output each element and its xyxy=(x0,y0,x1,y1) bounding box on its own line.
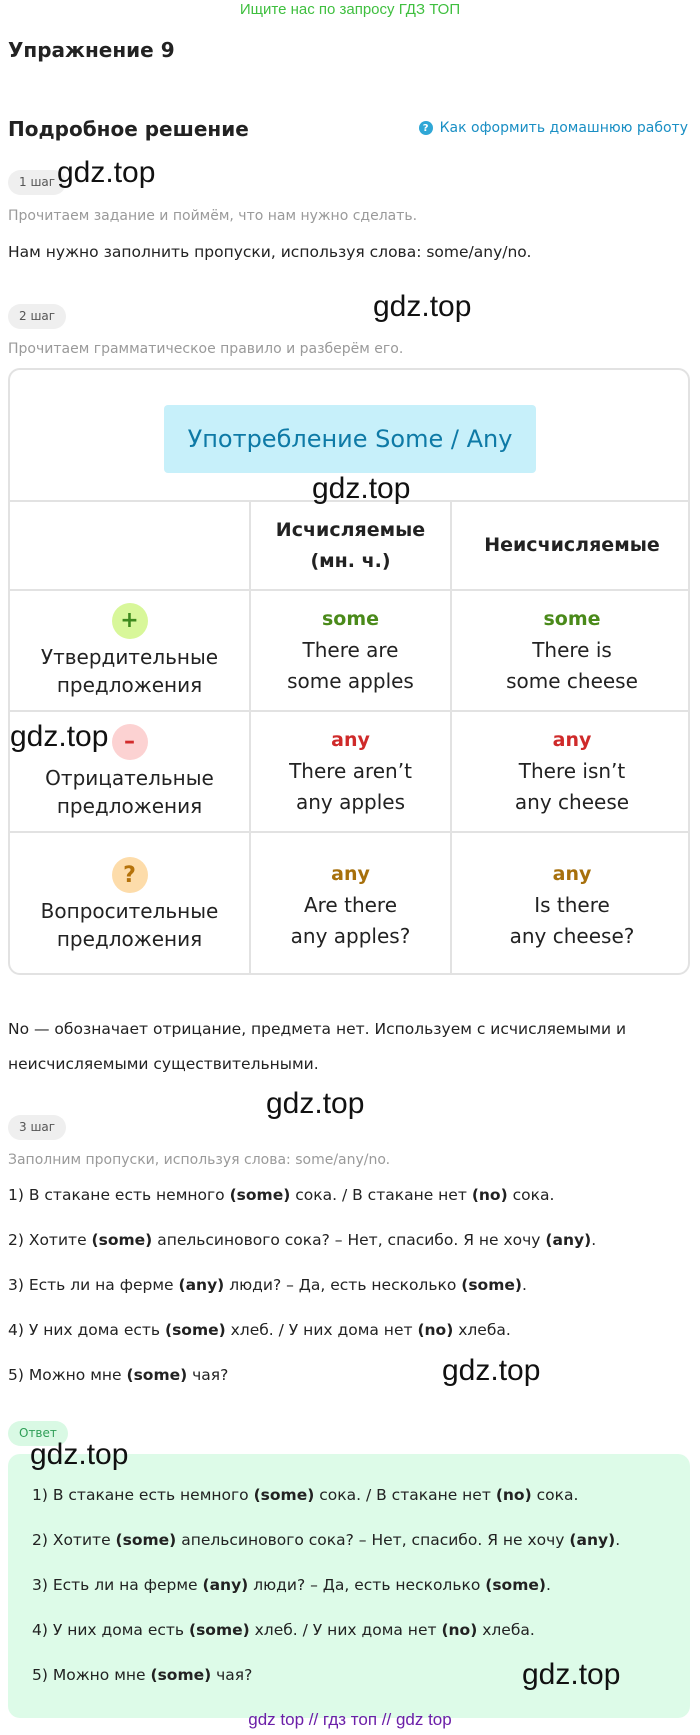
question-mark-icon: ? xyxy=(112,857,148,893)
keyword: some xyxy=(543,608,601,630)
text-segment: 2) Хотите xyxy=(32,1531,116,1549)
text-segment: 4) У них дома есть xyxy=(32,1621,189,1639)
grammar-rule-table xyxy=(8,368,690,975)
watermark: gdz.top xyxy=(266,1087,365,1120)
filled-word: (no) xyxy=(417,1321,454,1339)
step1-hint: Прочитаем задание и поймём, что нам нужно сделать. xyxy=(8,208,418,224)
text-segment: хлеба. xyxy=(477,1621,535,1639)
text-segment: 5) Можно мне xyxy=(8,1366,127,1384)
answer-line xyxy=(32,1666,252,1684)
step-badge-1: 1 шаг xyxy=(8,170,66,195)
step1-text: Нам нужно заполнить пропуски, используя слова: some/any/no. xyxy=(8,243,532,261)
text-segment: чая? xyxy=(211,1666,253,1684)
text-segment: 5) Можно мне xyxy=(32,1666,151,1684)
text-segment: сока. xyxy=(531,1486,579,1504)
text-segment: 1) В стакане есть немного xyxy=(32,1486,254,1504)
plus-icon: + xyxy=(112,603,148,639)
howto-link-label: Как оформить домашнюю работу xyxy=(439,120,688,136)
filled-word: (some) xyxy=(461,1276,522,1294)
text-segment: хлеба. xyxy=(453,1321,511,1339)
text-segment: апельсинового сока? – Нет, спасибо. Я не хочу xyxy=(176,1531,570,1549)
step3-hint: Заполним пропуски, используя слова: some/any/no. xyxy=(8,1152,391,1168)
row-label-line: Утвердительные xyxy=(40,644,219,669)
example-line: Is there xyxy=(534,892,610,917)
row-label-line: Отрицательные xyxy=(45,765,214,790)
row-label-affirmative xyxy=(10,591,249,710)
filled-word: (some) xyxy=(188,1621,250,1639)
page-title: Упражнение 9 xyxy=(8,38,175,62)
row-label-line: предложения xyxy=(56,793,203,818)
text-segment: . xyxy=(521,1276,527,1294)
filled-word: (some) xyxy=(115,1531,177,1549)
filled-word: (some) xyxy=(229,1186,291,1204)
watermark: gdz.top xyxy=(442,1354,541,1387)
example-line: any cheese xyxy=(514,790,630,814)
filled-word: (some) xyxy=(253,1486,315,1504)
example-line: There is xyxy=(532,638,612,662)
cell-interrogative-countable xyxy=(251,833,450,975)
row-label-line: Вопросительные xyxy=(40,899,219,923)
example-line: any apples? xyxy=(290,923,411,948)
step3-line xyxy=(8,1186,554,1204)
filled-word: (some) xyxy=(150,1666,212,1684)
cell-negative-uncountable xyxy=(452,712,690,831)
filled-word: (any) xyxy=(202,1576,249,1594)
text-segment: 3) Есть ли на ферме xyxy=(32,1576,203,1594)
text-segment: люди? – Да, есть несколько xyxy=(224,1276,462,1294)
answer-badge: Ответ xyxy=(8,1421,68,1446)
text-segment: 1) В стакане есть немного xyxy=(8,1186,230,1204)
answer-line xyxy=(32,1621,535,1639)
text-segment: сока. xyxy=(507,1186,555,1204)
step3-line xyxy=(8,1321,511,1339)
text-segment: апельсинового сока? – Нет, спасибо. Я не хочу xyxy=(152,1231,546,1249)
text-segment: 3) Есть ли на ферме xyxy=(8,1276,179,1294)
row-label-line: предложения xyxy=(56,672,203,697)
text-segment: чая? xyxy=(187,1366,229,1384)
example-line: any apples xyxy=(295,790,406,814)
filled-word: (any) xyxy=(545,1231,592,1249)
watermark: gdz.top xyxy=(57,156,156,189)
filled-word: (some) xyxy=(126,1366,188,1384)
example-line: any cheese? xyxy=(509,923,635,948)
solution-heading: Подробное решение xyxy=(8,117,249,141)
keyword: any xyxy=(552,729,592,751)
step3-line xyxy=(8,1231,596,1249)
answer-line xyxy=(32,1531,620,1549)
watermark: gdz.top xyxy=(312,472,411,505)
promo-banner[interactable]: Ищите нас по запросу ГДЗ ТОП xyxy=(239,1,461,18)
text-segment: . xyxy=(545,1576,551,1594)
filled-word: (any) xyxy=(178,1276,225,1294)
row-label-line: предложения xyxy=(56,927,203,951)
text-segment: сока. / В стакане нет xyxy=(314,1486,496,1504)
question-icon: ? xyxy=(419,121,433,135)
step-badge-3: 3 шаг xyxy=(8,1115,66,1140)
filled-word: (any) xyxy=(569,1531,616,1549)
filled-word: (some) xyxy=(485,1576,546,1594)
watermark: gdz.top xyxy=(373,290,472,323)
note-line: No — обозначает отрицание, предмета нет. Используем с исчисляемыми и xyxy=(8,1020,627,1038)
text-segment: люди? – Да, есть несколько xyxy=(248,1576,486,1594)
example-line: There isn’t xyxy=(518,759,626,783)
step-badge-2: 2 шаг xyxy=(8,304,66,329)
text-segment: хлеб. / У них дома нет xyxy=(225,1321,418,1339)
example-line: some cheese xyxy=(506,669,638,693)
example-line: There are xyxy=(302,638,399,662)
text-segment: сока. / В стакане нет xyxy=(290,1186,472,1204)
note-line: неисчисляемыми существительными. xyxy=(8,1055,319,1073)
watermark: gdz.top xyxy=(10,720,109,753)
answer-line xyxy=(32,1576,551,1594)
text-segment: . xyxy=(615,1531,621,1549)
filled-word: (no) xyxy=(495,1486,532,1504)
watermark: gdz.top xyxy=(522,1658,621,1691)
cell-negative-countable xyxy=(251,712,450,831)
watermark: gdz.top xyxy=(30,1438,129,1471)
col-header-line: Исчисляемые xyxy=(275,518,426,541)
howto-link[interactable] xyxy=(419,120,688,136)
keyword: any xyxy=(552,862,592,885)
rule-title: Употребление Some / Any xyxy=(164,405,536,473)
step3-line xyxy=(8,1276,527,1294)
answer-line xyxy=(32,1486,578,1504)
step3-line xyxy=(8,1366,228,1384)
filled-word: (no) xyxy=(471,1186,508,1204)
filled-word: (some) xyxy=(91,1231,153,1249)
col-header-countable xyxy=(251,502,450,589)
cell-interrogative-uncountable xyxy=(452,833,690,975)
keyword: any xyxy=(331,729,370,751)
col-header-uncountable: Неисчисляемые xyxy=(484,534,660,556)
row-label-interrogative xyxy=(10,833,249,975)
cell-affirmative-countable xyxy=(251,591,450,710)
keyword: any xyxy=(331,862,370,885)
filled-word: (no) xyxy=(441,1621,478,1639)
example-line: There aren’t xyxy=(289,759,412,783)
cell-affirmative-uncountable xyxy=(452,591,690,710)
text-segment: 4) У них дома есть xyxy=(8,1321,165,1339)
keyword: some xyxy=(321,608,380,630)
minus-icon: – xyxy=(112,724,148,760)
step2-hint: Прочитаем грамматическое правило и разберём его. xyxy=(8,341,404,357)
footer-links[interactable]: gdz top // гдз топ // gdz top xyxy=(248,1710,452,1729)
example-line: some apples xyxy=(287,669,414,693)
text-segment: . xyxy=(591,1231,597,1249)
text-segment: 2) Хотите xyxy=(8,1231,92,1249)
col-header-line: (мн. ч.) xyxy=(310,549,391,572)
text-segment: хлеб. / У них дома нет xyxy=(249,1621,442,1639)
example-line: Are there xyxy=(303,892,398,917)
filled-word: (some) xyxy=(164,1321,226,1339)
